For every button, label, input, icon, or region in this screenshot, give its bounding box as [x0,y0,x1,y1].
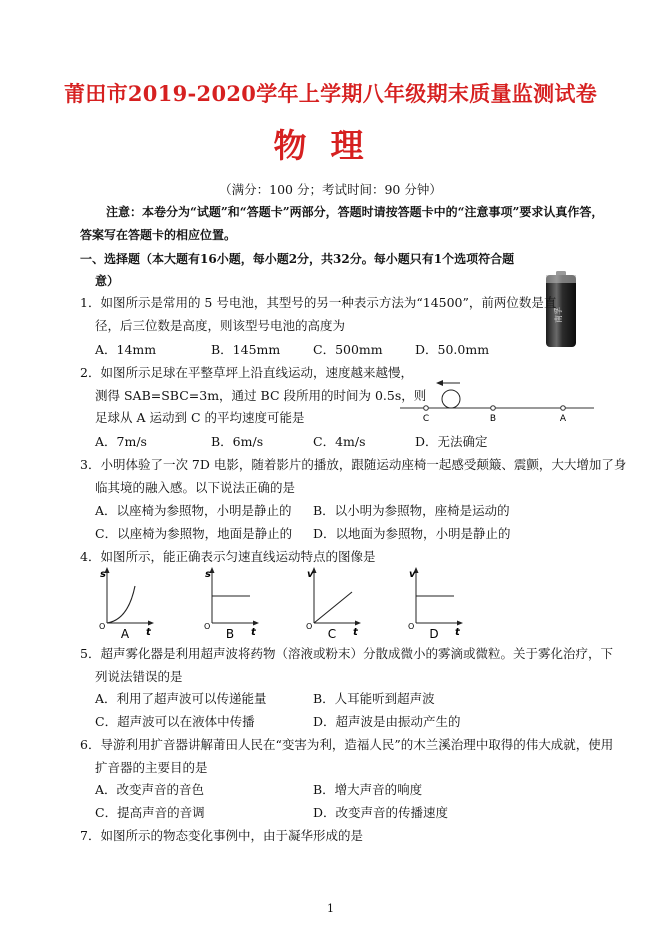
q3-stem-2: 临其境的融入感。以下说法正确的是 [95,480,296,495]
graph-letter-label: A [120,627,130,640]
q5-option-c: C．超声波可以在液体中传播 [95,714,255,729]
football-diagram [398,375,598,425]
graph-letter-label: B [225,627,235,640]
notice-line-2: 答案写在答题卡的相应位置。 [80,228,237,242]
q1-stem-2: 径，后三位数是高度，则该型号电池的高度为 [95,318,346,333]
graph-letter-label: D [429,627,439,640]
graph-ylabel-label: v [409,569,416,580]
q3-option-d: D．以地面为参照物，小明是静止的 [313,526,511,541]
q1-option-c: C．500mm [313,342,383,357]
graph-ylabel-label: v [307,569,314,580]
graph-letter-label: C [327,627,337,640]
q6-option-c: C．提高声音的音调 [95,805,205,820]
q3-stem-1: 3．小明体验了一次 7D 电影，随着影片的播放，跟随运动座椅一起感受颠簸、震颤，大大增加了身 [80,457,627,472]
graph-xlabel-label: t [455,627,460,638]
graph-xlabel-label: t [146,627,151,638]
graph-d [404,566,466,640]
q5-option-a: A．利用了超声波可以传递能量 [95,691,267,706]
q3-option-c: C．以座椅为参照物，地面是静止的 [95,526,293,541]
q5-stem-1: 5．超声雾化器是利用超声波将药物（溶液或粉末）分散成微小的雾滴或微粒。关于雾化治疗，下 [80,646,613,661]
q6-stem-2: 扩音器的主要目的是 [95,760,208,775]
section-heading: 一、选择题（本大题有16小题，每小题2分，共32分。每小题只有1个选项符合题 [80,252,515,266]
q2-stem-1: 2．如图所示足球在平整草坪上沿直线运动，速度越来越慢， [80,365,413,380]
graph-origin-label: O [306,622,313,631]
q3-option-b: B．以小明为参照物，座椅是运动的 [313,503,510,518]
q2-option-b: B．6m/s [211,434,264,449]
section-heading-cont: 意） [95,274,120,288]
graph-origin-label: O [408,622,415,631]
point-c-label: C [422,414,430,424]
q5-option-b: B．人耳能听到超声波 [313,691,435,706]
graph-xlabel-label: t [353,627,358,638]
q5-stem-2: 列说法错误的是 [95,669,183,684]
q6-option-a: A．改变声音的音色 [95,782,205,797]
graph-ylabel-label: s [205,569,211,580]
q1-option-b: B．145mm [211,342,281,357]
q6-option-b: B．增大声音的响度 [313,782,423,797]
q1-option-a: A．14mm [95,342,157,357]
point-b-label: B [489,414,497,424]
q5-option-d: D．超声波是由振动产生的 [313,714,461,729]
page-number: 1 [327,902,334,915]
graph-a [95,566,157,640]
q2-option-c: C．4m/s [313,434,366,449]
q6-stem-1: 6．导游利用扩音器讲解莆田人民在“变害为利，造福人民”的木兰溪治理中取得的伟大成就，使用 [80,737,614,752]
battery-label: 南孚 [554,307,563,323]
q2-option-a: A．7m/s [95,434,147,449]
q2-option-d: D．无法确定 [415,434,488,449]
graph-ylabel-label: s [100,569,106,580]
q1-option-d: D．50.0mm [415,342,490,357]
football-icon [442,390,460,408]
notice-line-1: 注意：本卷分为“试题”和“答题卡”两部分，答题时请按答题卡中的“注意事项”要求认真作答， [106,205,604,219]
q1-stem-1: 1．如图所示是常用的 5 号电池，其型号的另一种表示方法为“14500”，前两位数是直 [80,295,557,310]
point-a-label: A [559,414,567,424]
q2-stem-3: 足球从 A 运动到 C 的平均速度可能是 [95,410,305,425]
exam-title: 莆田市2019-2020学年上学期八年级期末质量监测试卷 [63,81,597,106]
graph-origin-label: O [204,622,211,631]
q2-stem-2: 测得 SAB=SBC=3m，通过 BC 段所用的时间为 0.5s，则 [95,388,427,403]
graph-c [302,566,364,640]
exam-info: （满分：100 分；考试时间：90 分钟） [219,182,442,197]
q6-option-d: D．改变声音的传播速度 [313,805,449,820]
graph-xlabel-label: t [251,627,256,638]
graph-b [200,566,262,640]
q7-stem-1: 7．如图所示的物态变化事例中，由于凝华形成的是 [80,828,363,843]
subject-title: 物理 [273,126,388,165]
graph-origin-label: O [99,622,106,631]
q4-stem-1: 4．如图所示，能正确表示匀速直线运动特点的图像是 [80,549,376,564]
q3-option-a: A．以座椅为参照物，小明是静止的 [95,503,292,518]
